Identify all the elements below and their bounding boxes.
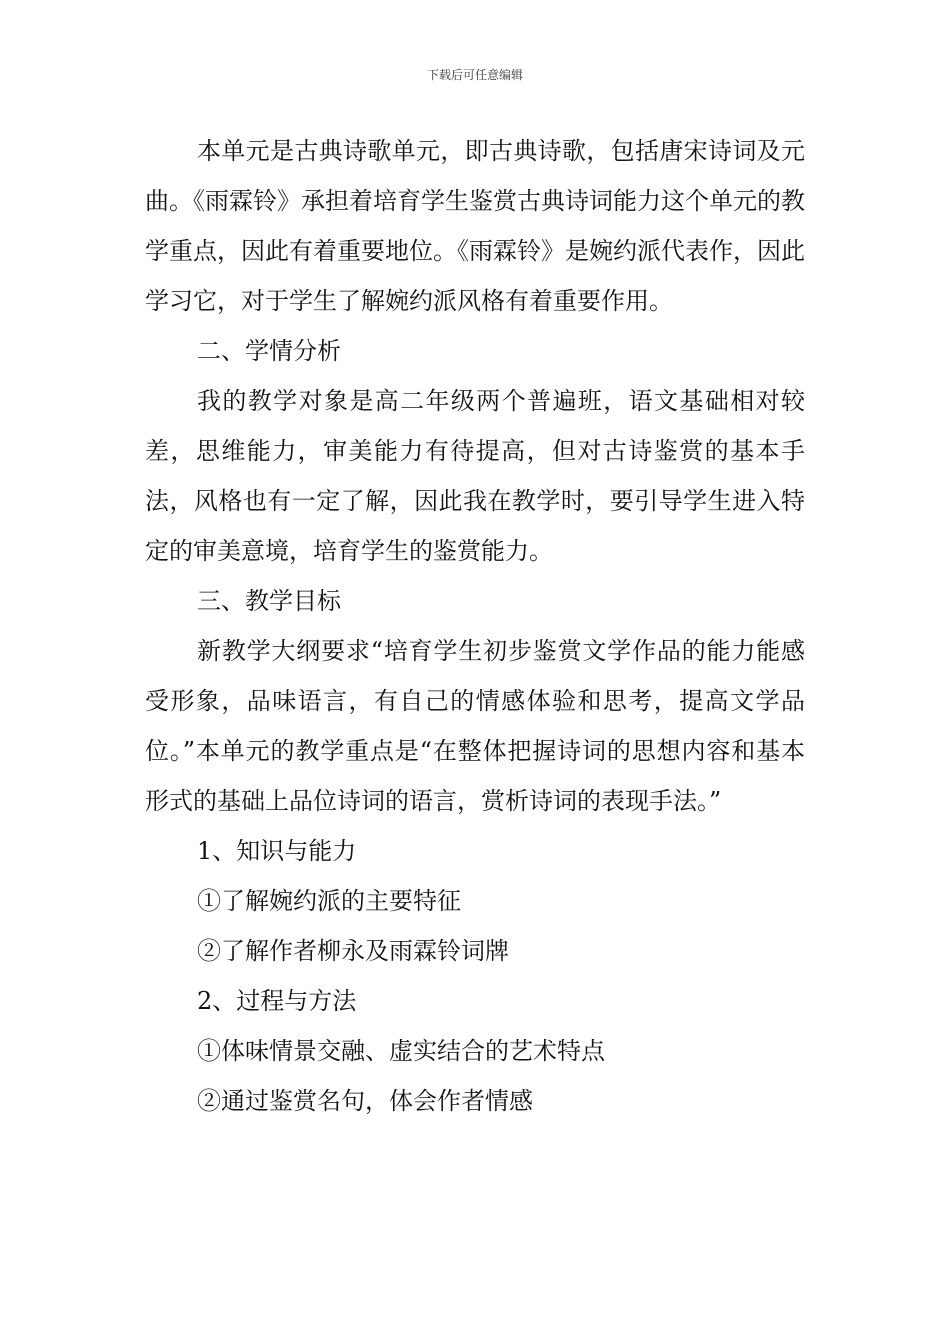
paragraph-learner-analysis: 我的教学对象是高二年级两个普遍班，语文基础相对较差，思维能力，审美能力有待提高，但对古诗鉴赏的基本手法，风格也有一定了解，因此我在教学时，要引导学生进入特定的审美意境，培育学生的鉴赏能力。 (145, 387, 805, 565)
list-item-process-2: ②通过鉴赏名句，体会作者情感 (197, 1087, 533, 1115)
heading-process-method: 2、过程与方法 (197, 987, 357, 1015)
heading-teaching-goals: 三、教学目标 (197, 587, 341, 615)
list-item-goal-1: ①了解婉约派的主要特征 (197, 887, 461, 915)
heading-learner-analysis: 二、学情分析 (197, 337, 341, 365)
paragraph-syllabus: 新教学大纲要求“培育学生初步鉴赏文学作品的能力能感受形象，品味语言，有自己的情感体验和思考，提高文学品位。”本单元的教学重点是“在整体把握诗词的思想内容和基本形式的基础上品位诗词的语言，赏析诗词的表现手法。” (145, 637, 805, 815)
list-item-goal-2: ②了解作者柳永及雨霖铃词牌 (197, 937, 509, 965)
paragraph-unit-intro: 本单元是古典诗歌单元，即古典诗歌，包括唐宋诗词及元曲。《雨霖铃》承担着培育学生鉴赏古典诗词能力这个单元的教学重点，因此有着重要地位。《雨霖铃》是婉约派代表作，因此学习它，对于学生了解婉约派风格有着重要作用。 (145, 137, 805, 315)
heading-knowledge-ability: 1、知识与能力 (197, 837, 357, 865)
document-body (145, 126, 805, 1126)
header-note: 下载后可任意编辑 (426, 68, 523, 82)
list-item-process-1: ①体味情景交融、虚实结合的艺术特点 (197, 1037, 605, 1065)
